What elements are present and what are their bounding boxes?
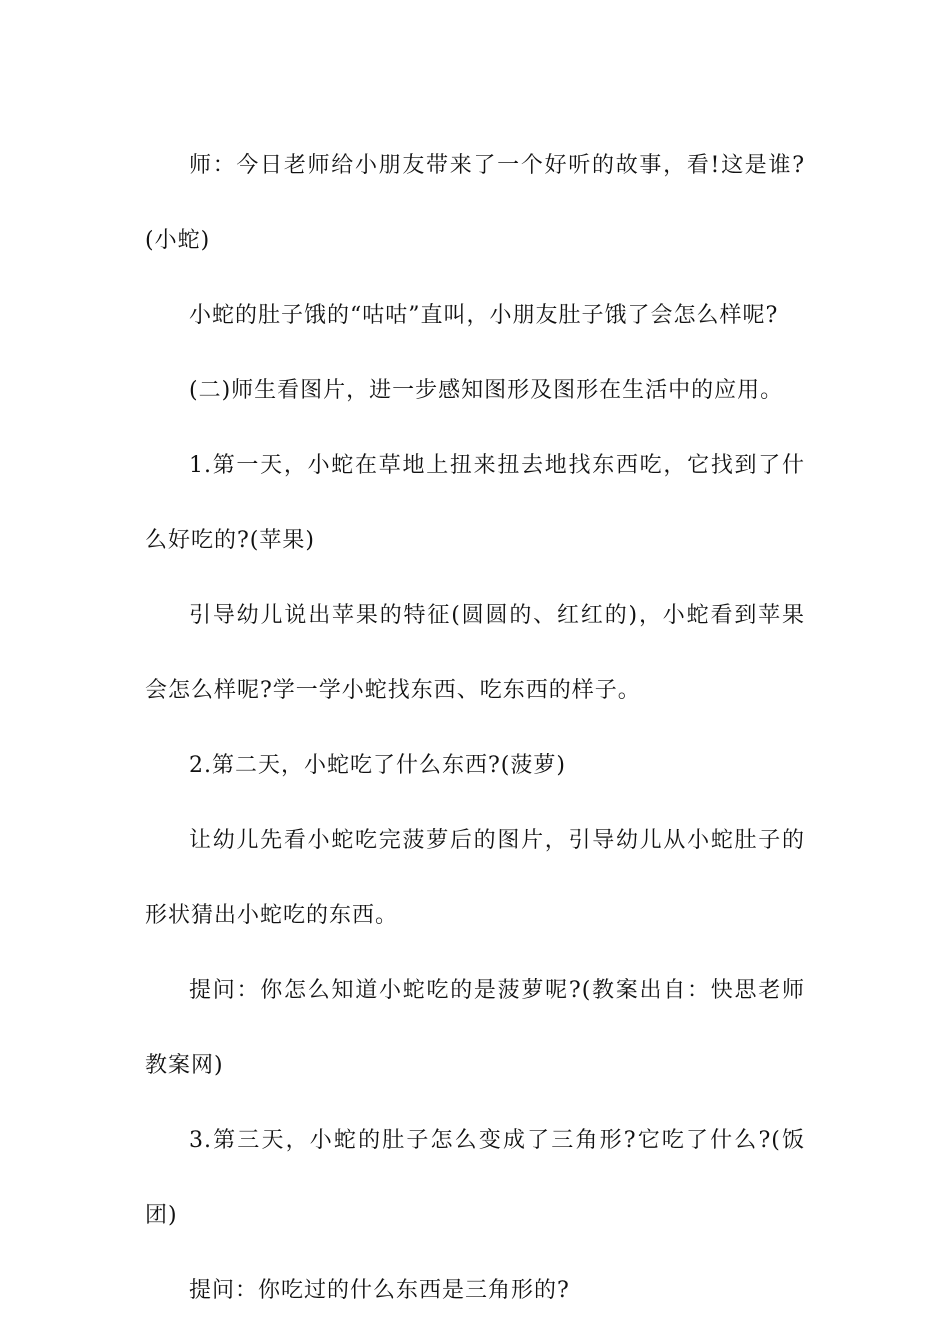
document-body [145, 128, 805, 1328]
paragraph: 3.第三天，小蛇的肚子怎么变成了三角形?它吃了什么?(饭团) [145, 1128, 805, 1228]
paragraph: 2.第二天，小蛇吃了什么东西?(菠萝) [189, 753, 566, 778]
paragraph: 师：今日老师给小朋友带来了一个好听的故事，看!这是谁?(小蛇) [145, 153, 805, 253]
paragraph: 引导幼儿说出苹果的特征(圆圆的、红红的)，小蛇看到苹果会怎么样呢?学一学小蛇找东西、吃东西的样子。 [145, 603, 805, 703]
paragraph: 1.第一天，小蛇在草地上扭来扭去地找东西吃，它找到了什么好吃的?(苹果) [145, 453, 805, 553]
paragraph: (二)师生看图片，进一步感知图形及图形在生活中的应用。 [189, 378, 784, 403]
paragraph: 让幼儿先看小蛇吃完菠萝后的图片，引导幼儿从小蛇肚子的形状猜出小蛇吃的东西。 [145, 828, 805, 928]
paragraph: 小蛇的肚子饿的“咕咕”直叫，小朋友肚子饿了会怎么样呢? [189, 303, 779, 328]
paragraph: 提问：你吃过的什么东西是三角形的? [189, 1278, 570, 1303]
paragraph: 提问：你怎么知道小蛇吃的是菠萝呢?(教案出自：快思老师教案网) [145, 978, 805, 1078]
